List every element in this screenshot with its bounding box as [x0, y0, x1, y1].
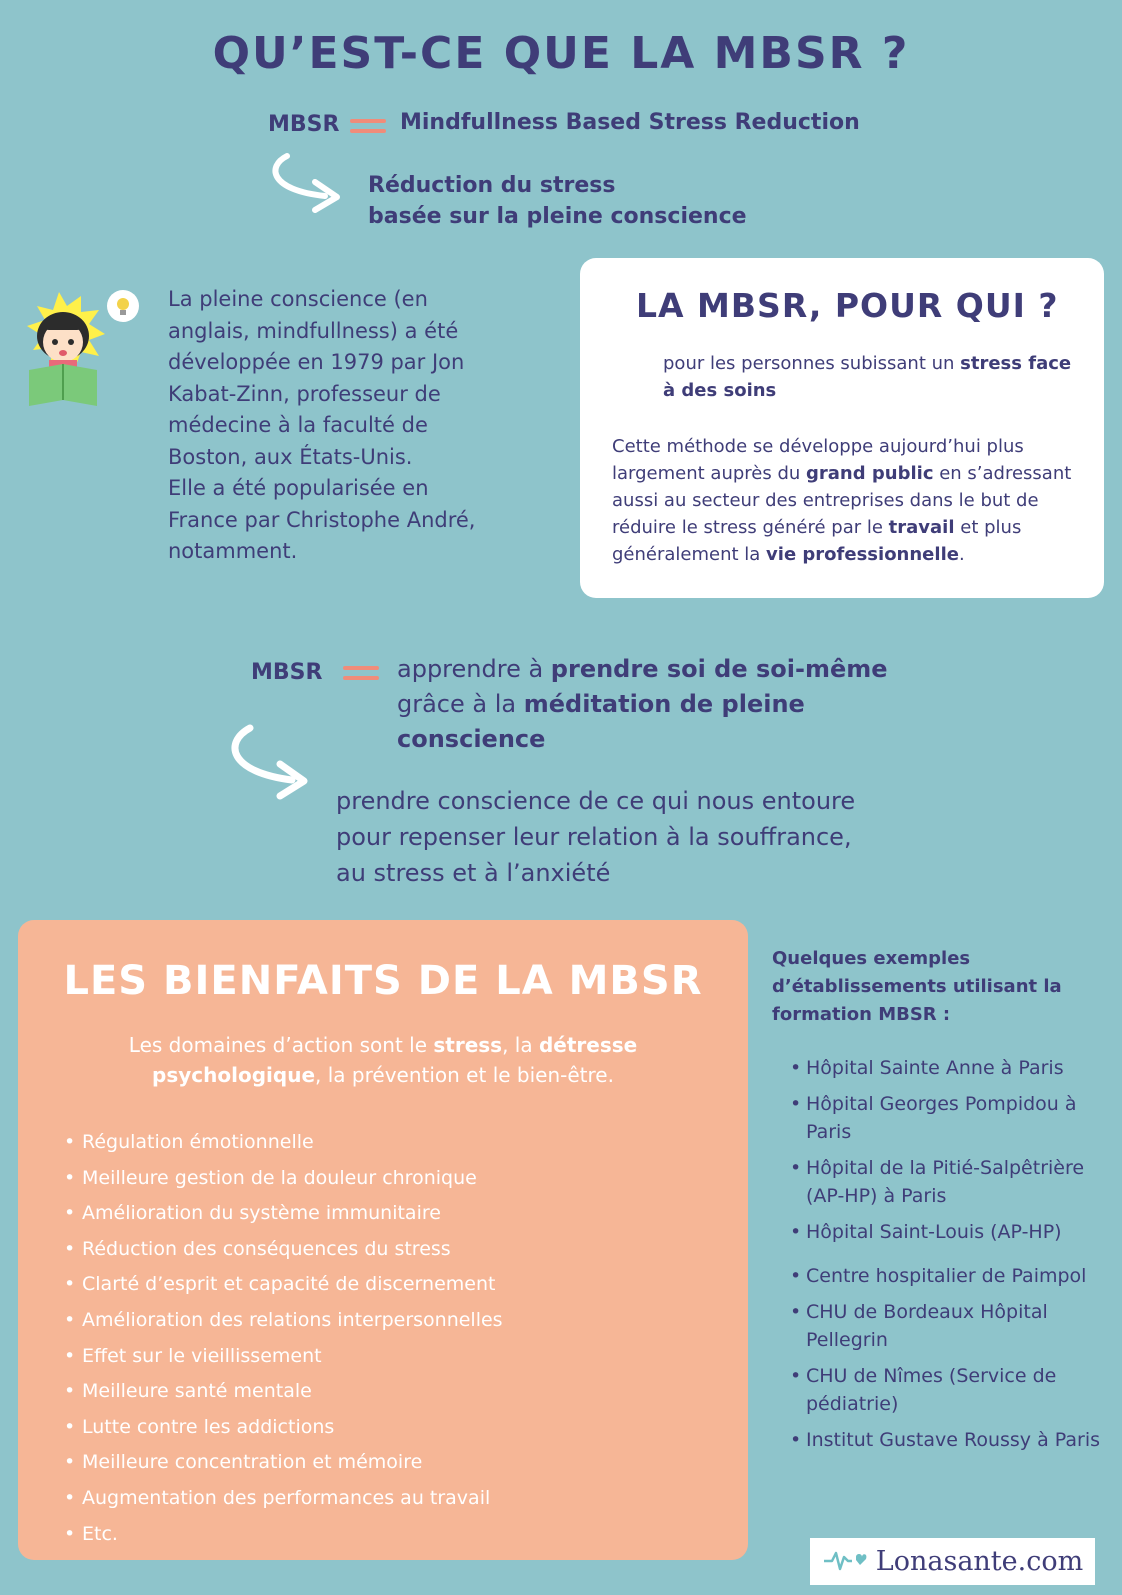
list-item: • Institut Gustave Roussy à Paris [806, 1426, 1122, 1454]
curved-arrow-icon [222, 722, 312, 802]
list-item: • CHU de Nîmes (Service de pédiatrie) [806, 1362, 1122, 1418]
curved-arrow-icon [265, 150, 345, 216]
intro-line: notamment. [168, 539, 298, 563]
intro-line: Boston, aux États-Unis. [168, 444, 413, 469]
pour-qui-body-text: . [958, 544, 965, 565]
list-item: • Réduction des conséquences du stress [82, 1232, 503, 1268]
intro-line: Elle a été popularisée en [168, 476, 429, 500]
heartbeat-icon [822, 1545, 868, 1579]
intro-text [168, 284, 513, 568]
list-item: • Amélioration des relations interpersonnelles [82, 1303, 503, 1339]
list-item: • Clarté d’esprit et capacité de discernement [82, 1267, 503, 1303]
benefits-intro-text: Les domaines d’action sont le [128, 1033, 434, 1057]
mbsr-meaning-text: grâce à la [397, 690, 524, 718]
benefits-intro-emphasis: stress [433, 1033, 503, 1057]
list-item: • Hôpital Sainte Anne à Paris [806, 1054, 1122, 1082]
pour-qui-card [580, 258, 1104, 598]
mbsr-meaning-emphasis: méditation de pleine conscience [397, 690, 805, 753]
examples-heading: Quelques exemples d’établissements utilisant la formation MBSR : [772, 948, 1062, 1025]
mbsr-meaning-emphasis: prendre soi de soi-même [550, 655, 888, 683]
logo-text: Lonasante.com [875, 1546, 1084, 1577]
pour-qui-body-text: et plus généralement la [612, 517, 1022, 565]
pour-qui-body-text: Cette méthode se développe aujourd’hui plus largement auprès du [612, 436, 1024, 484]
examples-list [790, 1054, 1122, 1462]
mbsr-label: MBSR [268, 112, 340, 137]
pour-qui-emphasis: travail [888, 517, 955, 538]
pour-qui-emphasis: vie professionnelle [766, 544, 959, 565]
list-item: • Lutte contre les addictions [82, 1410, 503, 1446]
list-item: • Augmentation des performances au travail [82, 1481, 503, 1517]
pour-qui-lead-emphasis: stress face à des soins [663, 353, 1072, 401]
lonasante-logo[interactable] [810, 1538, 1095, 1585]
benefits-intro-emphasis: détresse psychologique [152, 1033, 638, 1087]
intro-line: anglais, mindfullness) a été [168, 318, 459, 343]
translation-line-2: basée sur la pleine conscience [368, 204, 747, 229]
pour-qui-emphasis: grand public [806, 463, 934, 484]
pour-qui-body [612, 433, 1087, 568]
list-item: • CHU de Bordeaux Hôpital Pellegrin [806, 1298, 1122, 1354]
intro-line: France par Christophe André, [168, 507, 476, 532]
mbsr-explanation: prendre conscience de ce qui nous entoure pour repenser leur relation à la souffrance, au stress et à l’anxiété [336, 787, 856, 887]
pour-qui-body-text: en s’adressant aussi au secteur des entreprises dans le but de réduire le stress généré par le [612, 463, 1072, 538]
list-item: • Meilleure concentration et mémoire [82, 1445, 503, 1481]
list-item: • Amélioration du système immunitaire [82, 1196, 503, 1232]
intro-line: développée en 1979 par Jon [168, 350, 465, 374]
list-item: • Régulation émotionnelle [82, 1125, 503, 1161]
benefits-intro-text: , la [502, 1033, 539, 1057]
list-item: • Hôpital Georges Pompidou à Paris [806, 1090, 1122, 1146]
mbsr-meaning [397, 652, 917, 757]
benefits-title: LES BIENFAITS DE LA MBSR [63, 958, 703, 1004]
list-item: • Meilleure santé mentale [82, 1374, 503, 1410]
intro-line: La pleine conscience (en [168, 287, 428, 311]
list-item: • Hôpital Saint-Louis (AP-HP) [806, 1218, 1122, 1246]
list-item: • Centre hospitalier de Paimpol [806, 1262, 1122, 1290]
pour-qui-lead-text: pour les personnes subissant un [663, 353, 961, 374]
intro-line: Kabat-Zinn, professeur de [168, 381, 441, 406]
page-title: QU’EST-CE QUE LA MBSR ? [212, 28, 910, 79]
benefits-intro-text: , la prévention et le bien-être. [315, 1063, 614, 1087]
translation [368, 170, 747, 232]
intro-line: médecine à la faculté de [168, 413, 428, 437]
list-item: • Effet sur le vieillissement [82, 1339, 503, 1375]
equals-icon [343, 666, 379, 684]
list-item: • Hôpital de la Pitié-Salpêtrière (AP-HP) à Paris [806, 1154, 1122, 1210]
benefits-list [62, 1125, 503, 1552]
list-item: • Etc. [82, 1517, 503, 1553]
pour-qui-title: LA MBSR, POUR QUI ? [636, 286, 1059, 325]
list-item: • Meilleure gestion de la douleur chronique [82, 1161, 503, 1197]
pour-qui-lead [663, 350, 1073, 404]
girl-reading-icon [15, 288, 145, 412]
equals-icon [350, 119, 386, 137]
benefits-panel [18, 920, 748, 1560]
mbsr-label-2: MBSR [251, 660, 323, 685]
translation-line-1: Réduction du stress [368, 173, 616, 198]
benefits-intro [98, 1030, 668, 1090]
mbsr-full-name: Mindfullness Based Stress Reduction [400, 110, 860, 135]
mbsr-meaning-text: apprendre à [397, 655, 551, 683]
